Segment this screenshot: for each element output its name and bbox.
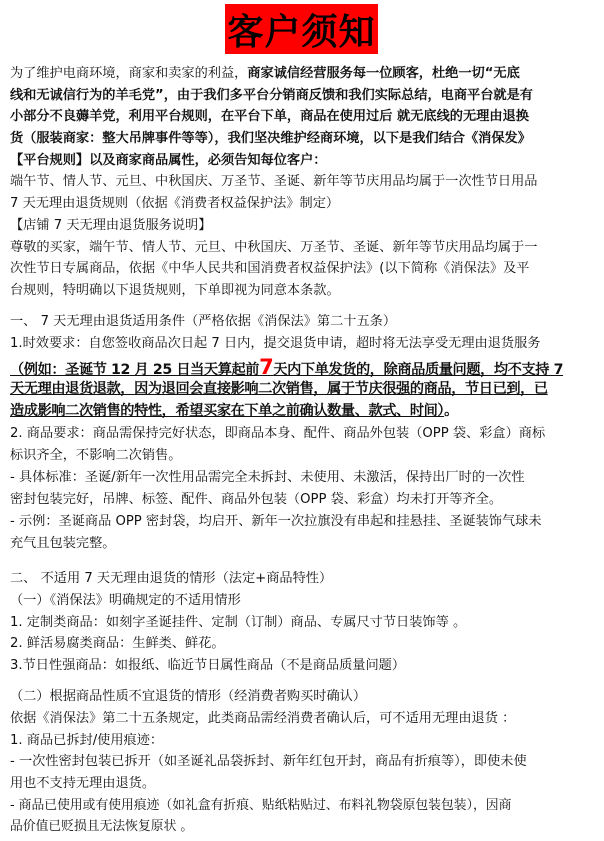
section1-p2-line1: 2. 商品要求：商品需保持完好状态，即商品本身、配件、商品外包装（OPP 袋、彩盒）商标 [10, 426, 546, 442]
section2-body-line-4: 用也不支持无理由退货。 [10, 775, 156, 791]
section1-p1-line1: 1.时效要求：自您签收商品次日起 7 日内，提交退货申请，超时将无法享受无理由退货服务 [10, 335, 541, 351]
section2-item-2: 2. 鲜活易腐类商品：生鲜类、鲜花。 [10, 636, 225, 652]
intro-line-5: 【平台规则】以及商家商品属性，必须告知每位客户： [10, 152, 327, 168]
section2-body-line-5: - 商品已使用或有使用痕迹（如礼盒有折痕、贴纸粘贴过、布料礼物袋原包装包装），因商 [10, 797, 512, 813]
section2-item-3: 3.节日性强商品：如报纸、临近节日属性商品（不是商品质量问题） [10, 658, 406, 673]
example-text-start: （例如：圣诞节 12 月 25 日当天算起前 [10, 362, 260, 379]
section2-subheading-1: （一）《消保法》明确规定的不适用情形 [10, 593, 241, 608]
title-banner [225, 4, 378, 54]
section2-heading: 二、 不适用 7 天无理由退货的情形（法定+商品特性） [10, 571, 333, 587]
section2-body-line-6: 品价值已贬损且无法恢复原状 。 [10, 819, 194, 835]
intro-line-3: 小部分不良薅羊党，利用平台规则，在平台下单，商品在使用过后 就无底线的无理由退换 [10, 109, 529, 125]
section1-p1-line3: 天无理由退货退款，因为退回会直接影响二次销售，属于节庆很强的商品，节日已到，已 [10, 380, 548, 397]
intro-line-2: 线和无诚信行为的羊毛党”，由于我们多平台分销商反馈和我们实际总结，电商平台就是有 [10, 87, 533, 103]
section1-p1-line2 [10, 356, 598, 379]
section1-p3-line1: - 具体标准：圣诞/新年一次性用品需完全未拆封、未使用、未激活，保持出厂时的一次性 [10, 470, 525, 486]
example-text-end: 天内下单发货的，除商品质量问题，均不支持 7 [273, 362, 564, 379]
intro-line-1-bold: 商家诚信经营服务每一位顾客，杜绝一切“无底 [247, 66, 520, 81]
section1-p4-line1: - 示例：圣诞商品 OPP 密封袋，均启开、新年一次拉旗没有串起和挂悬挂、圣诞装饰气球未 [10, 513, 542, 529]
intro-line-11: 台规则，特明确以下退货规则，下单即视为同意本条款。 [10, 282, 340, 298]
section1-p2-line2: 标识齐全，不影响二次销售。 [10, 447, 182, 463]
section2-body-line-3: - 一次性密封包装已拆开（如圣诞礼品袋拆封、新年红包开封，商品有折痕等），即使未使 [10, 754, 527, 770]
example-period: 。 [444, 402, 458, 419]
intro-line-6: 端午节、情人节、元旦、中秋国庆、万圣节、圣诞、新年等节庆用品均属于一次性节日用品 [10, 174, 538, 190]
section2-body-line-1: 依据《消保法》第二十五条规定，此类商品需经消费者确认后，可不适用无理由退货 ： [10, 710, 516, 726]
intro-line-4: 货（服装商家：整大吊牌事件等等），我们坚决维护经商环境，以下是我们结合《消保发》 [10, 131, 531, 146]
section2-item-1: 1. 定制类商品：如刻字圣诞挂件、定制（订制）商品、专属尺寸节日装饰等 。 [10, 614, 467, 630]
intro-line-7: 7 天无理由退货规则（依据《消费者权益保护法》制定） [10, 196, 340, 212]
section2-subheading-2: （二）根据商品性质不宜退货的情形（经消费者购买时确认） [10, 689, 367, 705]
section1-heading: 一、 7 天无理由退货适用条件（严格依据《消保法》第二十五条） [10, 313, 397, 329]
section1-p4-line2: 充气且包装完整。 [10, 535, 116, 551]
intro-line-10: 次性节日专属商品，依据《中华人民共和国消费者权益保护法》(以下简称《消保法》及平 [10, 261, 530, 277]
page-title: 客户须知 [227, 11, 376, 53]
section1-p3-line2: 密封包装完好，吊牌、标签、配件、商品外包装（OPP 袋、彩盒）均未打开等齐全。 [10, 492, 503, 508]
intro-line-9: 尊敬的买家，端午节、情人节、元旦、中秋国庆、万圣节、圣诞、新年等节庆用品均属于一 [10, 239, 538, 255]
intro-line-1 [10, 64, 598, 85]
section2-body-line-2: 1. 商品已拆封/使用痕迹： [10, 732, 164, 748]
intro-line-1-plain: 为了维护电商环境，商家和卖家的利益， [10, 66, 248, 81]
section1-p1-line4 [10, 401, 598, 423]
highlight-number: 7 [259, 356, 274, 379]
intro-line-8: 【店铺 7 天无理由退货服务说明】 [10, 217, 212, 233]
example-text-last: 造成影响二次销售的特性，希望买家在下单之前确认数量、款式、时间） [10, 402, 445, 419]
